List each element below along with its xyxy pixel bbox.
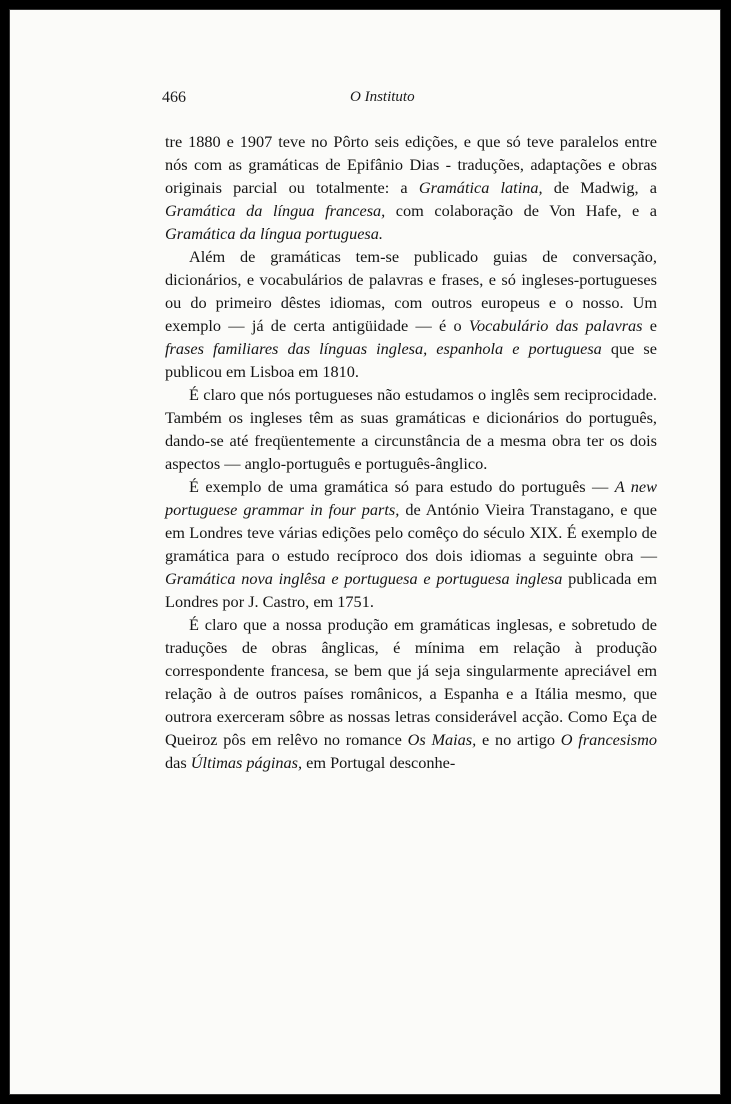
italic-title: Os Maias, [407, 730, 477, 749]
body-text [165, 130, 657, 774]
text-segment: com colaboração de Von Hafe, e a [385, 201, 657, 220]
paragraph-2 [165, 245, 657, 383]
paragraph-1 [165, 130, 657, 245]
text-segment: publicada em Londres por J. Castro, em 1751. [165, 569, 657, 611]
italic-title: Gramática da língua francesa, [165, 201, 386, 220]
text-segment: em Portugal desconhe- [302, 753, 456, 772]
text-segment: de António Vieira Transtagano, e que em Londres teve várias edições pelo comêço do século XIX. É exemplo de gramática para o estudo recíproco dos dois idiomas a seguinte obra — [165, 500, 657, 565]
italic-title: Gramática da língua portuguesa. [165, 224, 383, 243]
italic-title: Últimas páginas, [190, 753, 303, 772]
text-segment: É claro que a nossa produção em gramáticas inglesas, e sobretudo de traduções de obras ânglicas, é mínima em relação à produção correspondente francesa, se bem que já seja singularmente apreciável em relação à de outros países românicos, a Espanha e a Itália mesmo, que outrora exerceram sôbre as nossas letras considerável acção. Como Eça de Queiroz pôs em relêvo no romance [165, 615, 657, 749]
text-segment: Além de gramáticas tem-se publicado guias de conversação, dicionários, e vocabulários de palavras e frases, e só ingleses-portugueses ou do primeiro dêstes idiomas, com outros europeus e o nosso. Um exemplo — já de certa antigüidade — é o [165, 247, 657, 335]
italic-title: Gramática nova inglêsa e portuguesa e portuguesa inglesa [165, 569, 563, 588]
text-segment: É exemplo de uma gramática só para estudo do português — [189, 477, 615, 496]
text-segment: É claro que nós portugueses não estudamos o inglês sem reciprocidade. Também os ingleses têm as suas gramáticas e dicionários do português, dando-se até freqüentemente a circunstância de a mesma obra ter os dois aspectos — anglo-português e português-ânglico. [165, 385, 657, 473]
page-number: 466 [162, 89, 186, 106]
text-segment: e [642, 316, 657, 335]
italic-title: frases familiares das línguas inglesa, espanhola e portuguesa [165, 339, 602, 358]
running-title: O Instituto [350, 89, 415, 105]
text-segment: e no artigo [476, 730, 561, 749]
book-page [9, 9, 721, 1095]
text-segment: das [165, 753, 191, 772]
italic-title: Vocabulário das palavras [468, 316, 643, 335]
paragraph-3 [165, 383, 657, 475]
paragraph-4 [165, 475, 657, 613]
text-segment: que se publicou em Lisboa em 1810. [165, 339, 657, 381]
text-segment: tre 1880 e 1907 teve no Pôrto seis edições, e que só teve paralelos entre nós com as gramáticas de Epifânio Dias - traduções, adaptações e obras originais parcial ou totalmente: a [165, 132, 657, 197]
italic-title: O francesismo [560, 730, 657, 749]
italic-title: A new portuguese grammar in four parts, [165, 477, 657, 519]
paragraph-5 [165, 613, 657, 774]
italic-title: Gramática latina, [418, 178, 543, 197]
text-segment: de Madwig, a [542, 178, 657, 197]
